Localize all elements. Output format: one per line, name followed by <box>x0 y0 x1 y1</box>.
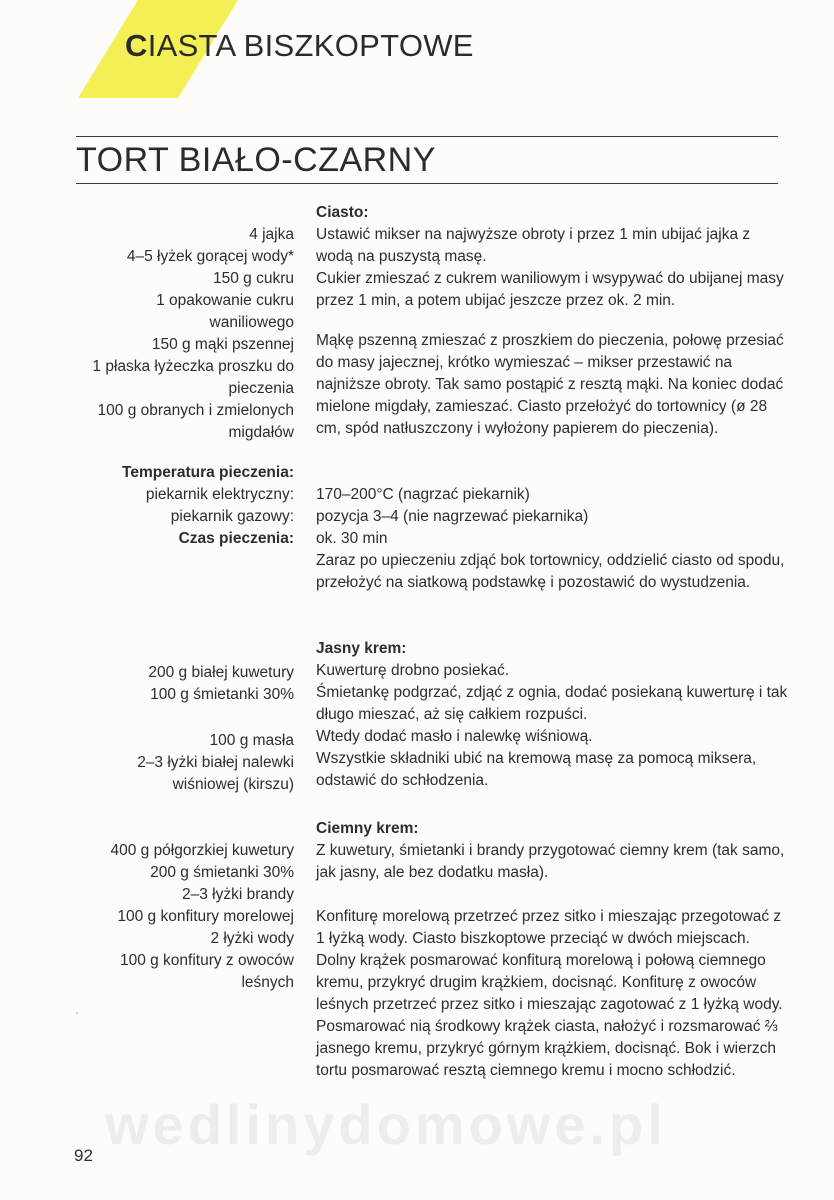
ingredient-line: 100 g konfitury z owoców <box>119 952 294 969</box>
ingredient-line: 2–3 łyżki brandy <box>181 886 294 903</box>
gas-oven-label: piekarnik gazowy: <box>170 508 294 525</box>
recipe-title: TORT BIAŁO-CZARNY <box>76 141 436 179</box>
section-title-rest: IASTA BISZKOPTOWE <box>147 28 474 63</box>
electric-oven-label: piekarnik elektryczny: <box>145 486 294 503</box>
margin-dot <box>76 1012 78 1014</box>
light-cream-instructions <box>316 638 788 792</box>
baking-values <box>316 484 788 594</box>
ingredient-line: 100 g masła <box>209 732 294 749</box>
instruction-paragraph: Śmietankę podgrzać, zdjąć z ognia, dodać posiekaną kuwerturę i tak długo mieszać, aż się całkiem rozpuści. <box>316 684 788 723</box>
section-title <box>125 28 474 64</box>
instruction-paragraph: Cukier zmieszać z cukrem waniliowym i wsypywać do ubijanej masy przez 1 min, a potem ubijać jeszcze przez ok. 2 min. <box>316 270 784 309</box>
baking-labels <box>70 462 294 550</box>
sponge-heading: Ciasto: <box>316 204 369 221</box>
ingredient-line: 1 płaska łyżeczka proszku do <box>92 358 294 375</box>
instruction-paragraph: Z kuwetury, śmietanki i brandy przygotować ciemny krem (tak samo, jak jasny, ale bez dodatku masła). <box>316 842 785 881</box>
ingredient-line: 200 g białej kuwetury <box>148 664 294 681</box>
ingredient-line: 2 łyżki wody <box>210 930 294 947</box>
ingredient-line: 2–3 łyżki białej nalewki <box>137 754 294 771</box>
instruction-paragraph: Konfiturę morelową przetrzeć przez sitko i mieszając przegotować z 1 łyżką wody. Ciasto biszkoptowe przeciąć w dwóch miejscach. Dolny krążek posmarować konfiturą morelową i połową ciemnego kremu, przykryć drugim krążkiem, docisnąć. Konfiturę z owoców leśnych przetrzeć przez sitko i mieszając zagotować z 1 łyżką wody. Posmarować nią środkowy krążek ciasta, nałożyć i rozsmarować ⅔ jasnego kremu, przykryć górnym krążkiem, docisnąć. Bok i wierzch tortu posmarować resztą ciemnego kremu i mocno schłodzić. <box>316 908 783 1079</box>
ingredient-line: 100 g obranych i zmielonych <box>97 402 294 419</box>
gas-oven-value: pozycja 3–4 (nie nagrzewać piekarnika) <box>316 508 589 525</box>
ingredient-line: 200 g śmietanki 30% <box>150 864 294 881</box>
ingredient-line: waniliowego <box>209 314 294 331</box>
ingredient-line: 400 g półgorzkiej kuwetury <box>110 842 294 859</box>
dark-cream-heading: Ciemny krem: <box>316 820 419 837</box>
ingredient-line: 1 opakowanie cukru <box>156 292 294 309</box>
instruction-paragraph: Mąkę pszenną zmieszać z proszkiem do pieczenia, połowę przesiać do masy jajecznej, krótko wymieszać – mikser przestawić na najniższe obroty. Tak samo postąpić z resztą mąki. Na koniec dodać mielone migdały, zamieszać. Ciasto przełożyć do tortownicy (ø 28 cm, spód natłuszczony i wyłożony papierem do pieczenia). <box>316 332 784 437</box>
watermark: wedlinydomowe.pl <box>105 1093 667 1156</box>
baking-time-value: ok. 30 min <box>316 530 388 547</box>
ingredient-line: wiśniowej (kirszu) <box>172 776 294 793</box>
ingredient-line: pieczenia <box>228 380 294 397</box>
baking-temperature-label: Temperatura pieczenia: <box>122 464 294 481</box>
sponge-ingredients <box>70 224 294 444</box>
instruction-paragraph: Wtedy dodać masło i nalewkę wiśniową. <box>316 728 593 745</box>
ingredient-line: 150 g mąki pszennej <box>151 336 294 353</box>
assembly-instructions <box>316 906 788 1082</box>
ingredient-line: 150 g cukru <box>213 270 294 287</box>
instruction-paragraph: Kuwerturę drobno posiekać. <box>316 662 510 679</box>
sponge-instructions-2 <box>316 330 788 440</box>
title-rule-bottom <box>76 183 778 184</box>
sponge-instructions <box>316 202 788 312</box>
dark-cream-instructions <box>316 818 788 884</box>
electric-oven-value: 170–200°C (nagrzać piekarnik) <box>316 486 530 503</box>
page-number: 92 <box>74 1146 93 1165</box>
ingredient-line: migdałów <box>228 424 294 441</box>
dark-cream-ingredients <box>70 840 294 994</box>
baking-time-label: Czas pieczenia: <box>178 530 294 547</box>
ingredient-line: 4–5 łyżek gorącej wody* <box>126 248 294 265</box>
title-rule-top <box>76 136 778 137</box>
ingredient-line: 4 jajka <box>249 226 294 243</box>
section-title-initial: C <box>125 28 148 63</box>
light-cream-ingredients <box>70 662 294 706</box>
instruction-paragraph: Wszystkie składniki ubić na kremową masę za pomocą miksera, odstawić do schłodzenia. <box>316 750 757 789</box>
ingredient-line: 100 g konfitury morelowej <box>117 908 294 925</box>
instruction-paragraph: Ustawić mikser na najwyższe obroty i przez 1 min ubijać jajka z wodą na puszystą masę. <box>316 226 751 265</box>
light-cream-ingredients-2 <box>70 730 294 796</box>
ingredient-line: 100 g śmietanki 30% <box>150 686 294 703</box>
light-cream-heading: Jasny krem: <box>316 640 407 657</box>
ingredient-line: leśnych <box>241 974 294 991</box>
instruction-paragraph: Zaraz po upieczeniu zdjąć bok tortownicy, oddzielić ciasto od spodu, przełożyć na siatkową podstawkę i pozostawić do wystudzenia. <box>316 552 785 591</box>
